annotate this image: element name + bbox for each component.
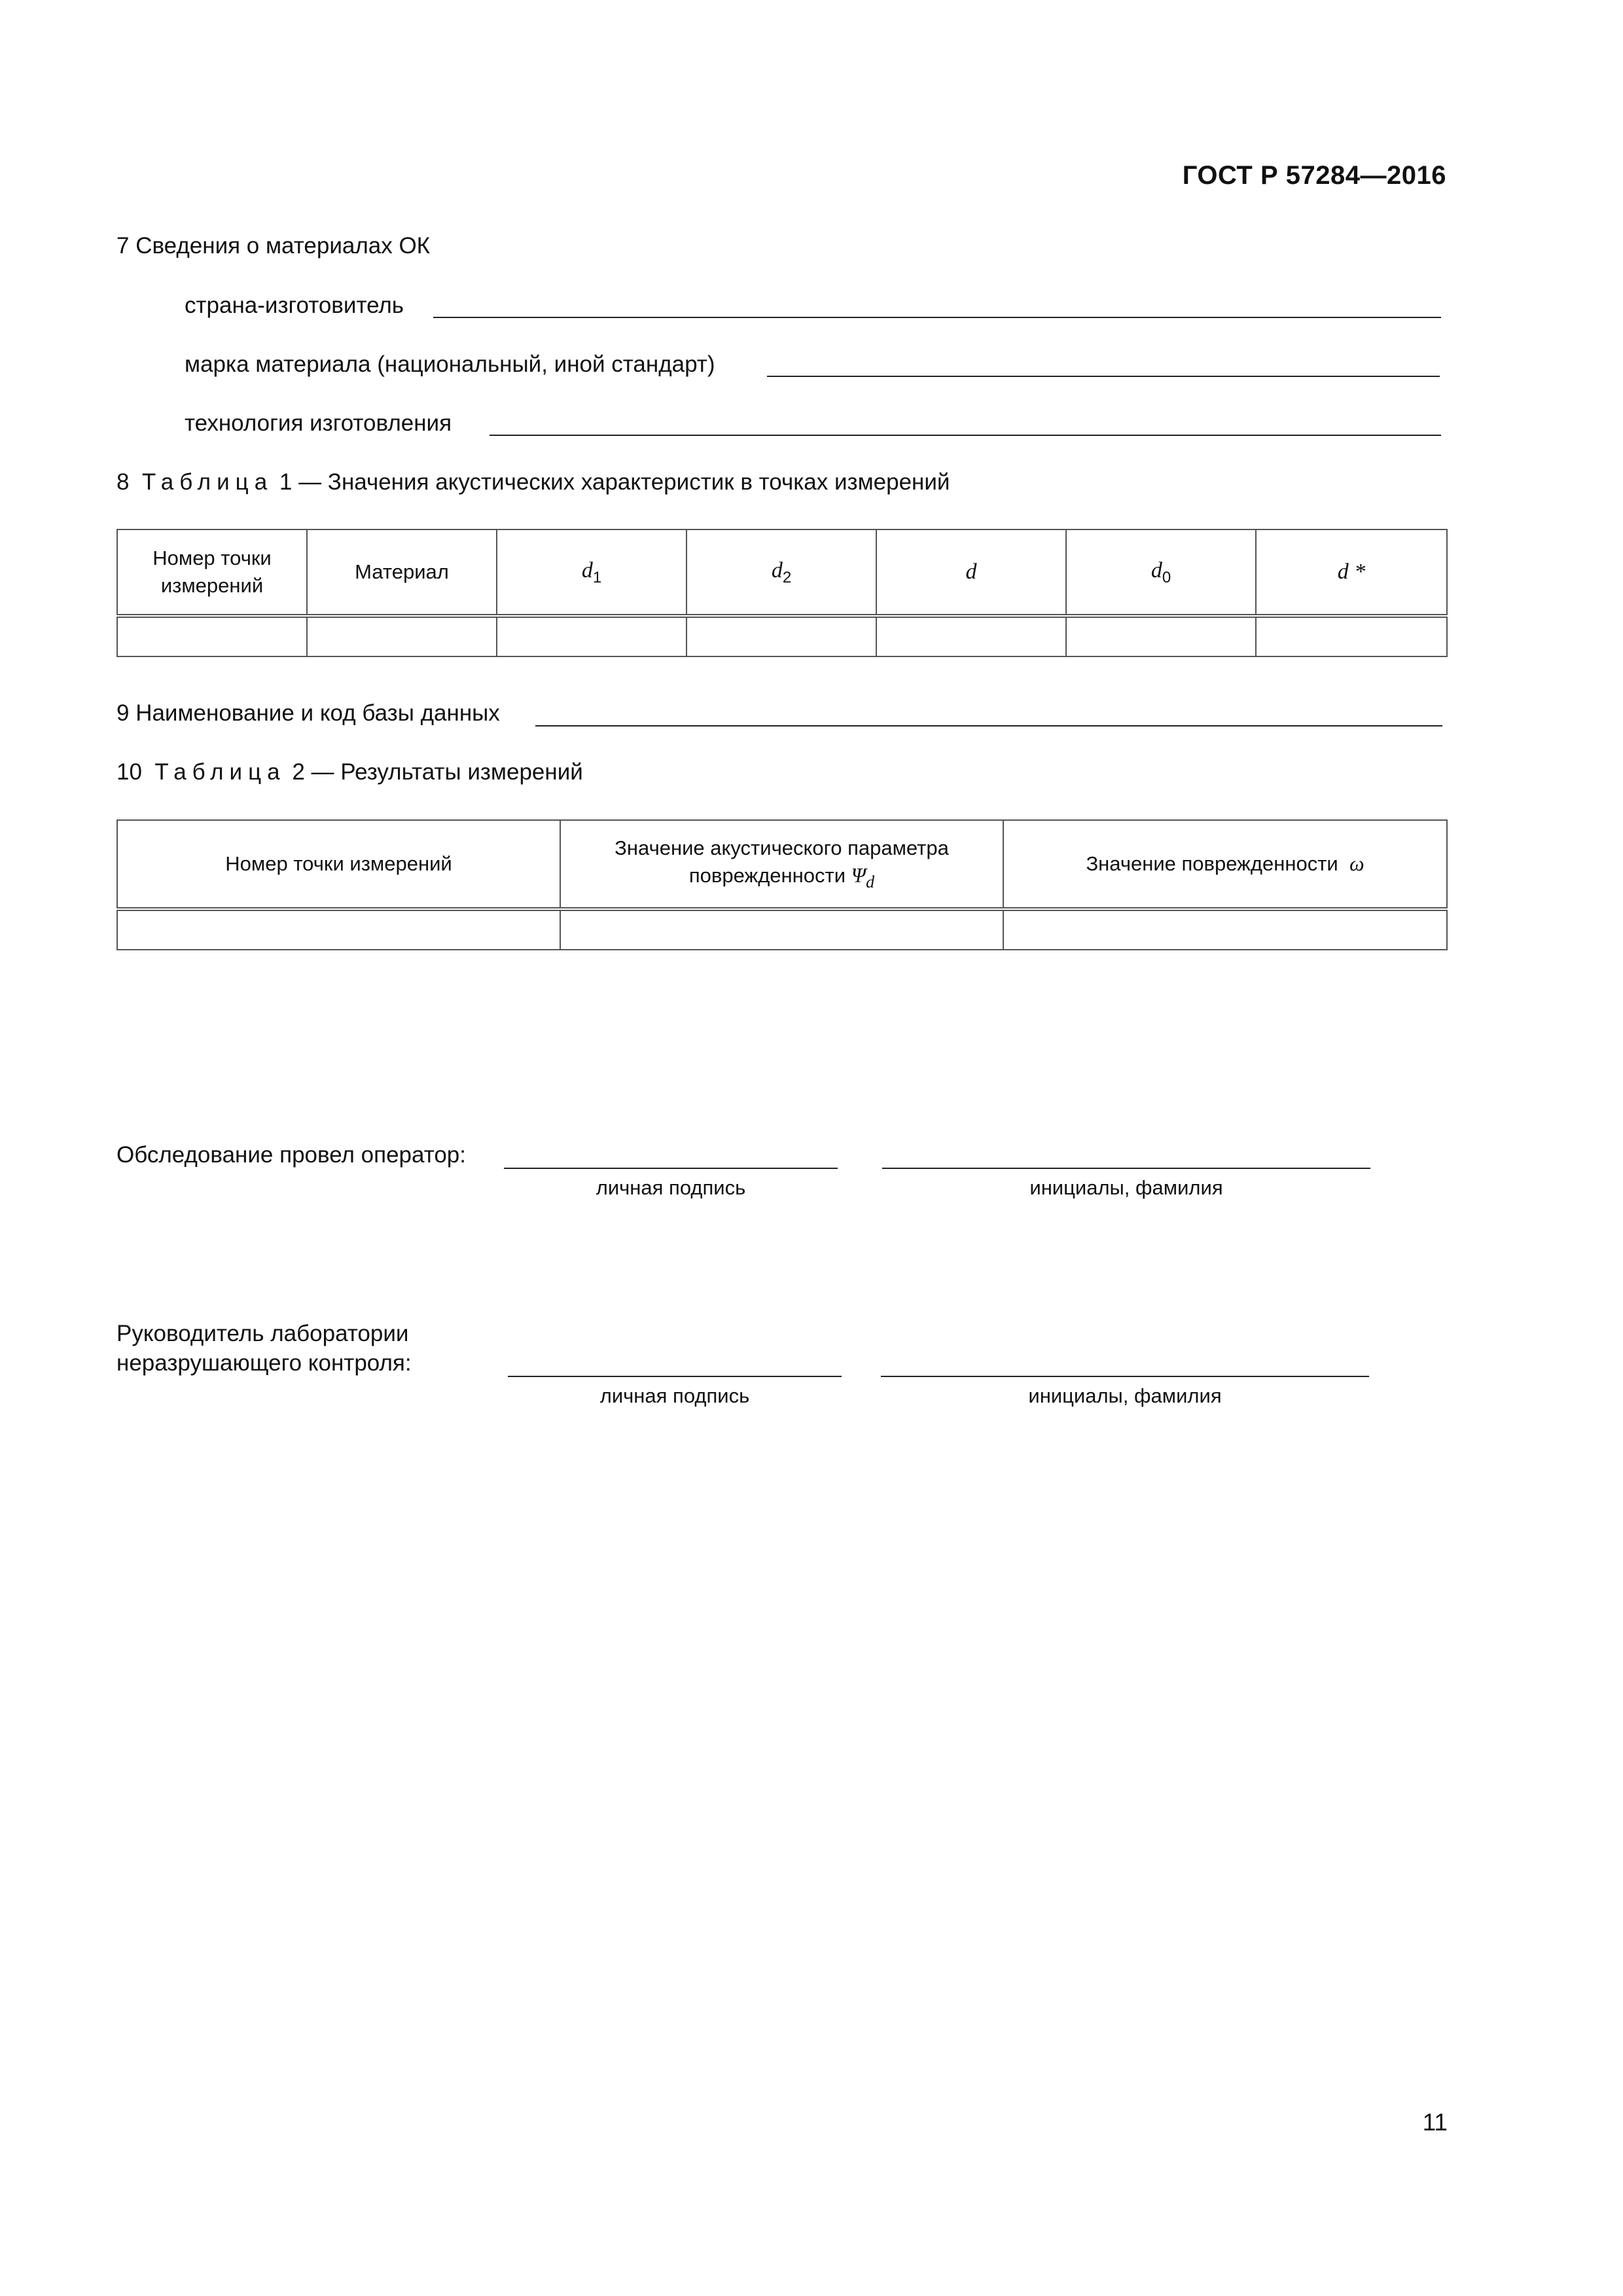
lab-head-label-line2: неразрушающего контроля: <box>116 1350 412 1376</box>
table-1-title: 1 — Значения акустических характеристик в точках измерений <box>279 469 950 495</box>
lab-head-name-caption: инициалы, фамилия <box>1028 1384 1222 1407</box>
table-cell[interactable] <box>876 616 1066 656</box>
psi-symbol: Ψ <box>851 863 866 888</box>
table-1-header-material: Материал <box>307 529 497 616</box>
operator-name-caption: инициалы, фамилия <box>1029 1176 1223 1199</box>
standard-number: ГОСТ Р 57284—2016 <box>1182 161 1446 190</box>
table-cell[interactable] <box>687 616 876 656</box>
lab-head-label-line1: Руководитель лаборатории <box>116 1321 409 1346</box>
table-1-header-dstar: d * <box>1256 529 1447 616</box>
table-acoustic-characteristics <box>116 529 1448 657</box>
field-label-material-grade: марка материала (национальный, иной стандарт) <box>185 351 715 377</box>
table-cell[interactable] <box>560 909 1003 950</box>
lab-head-signature-caption: личная подпись <box>599 1384 750 1407</box>
table-cell[interactable] <box>117 909 560 950</box>
lab-head-name-line[interactable] <box>881 1376 1369 1377</box>
table-1-word: Таблица <box>141 469 274 495</box>
table-2-header-point: Номер точки измерений <box>117 820 560 909</box>
field-label-country: страна-изготовитель <box>185 293 404 318</box>
page-number: 11 <box>1422 2109 1448 2136</box>
table-2-caption <box>116 759 583 785</box>
table-row <box>117 909 1447 950</box>
field-line-technology[interactable] <box>490 435 1441 436</box>
table-1-header-d1: $d_1$ <box>497 529 687 616</box>
omega-symbol: ω <box>1349 852 1364 876</box>
table-row <box>117 616 1447 656</box>
section-7-heading: 7 Сведения о материалах ОК <box>116 233 431 259</box>
table-cell[interactable] <box>1256 616 1447 656</box>
table-1-header-d: d <box>876 529 1066 616</box>
table-measurement-results <box>116 819 1448 950</box>
table-2-header-damage: Значение поврежденности ω <box>1003 820 1447 909</box>
table-cell[interactable] <box>117 616 307 656</box>
field-line-material-grade[interactable] <box>767 376 1440 377</box>
operator-signature-caption: личная подпись <box>596 1176 746 1199</box>
table-1-header-d2: $d_2$ <box>687 529 876 616</box>
table-1-header-point: Номер точки измерений <box>117 529 307 616</box>
table-1-number: 8 <box>116 469 130 495</box>
table-cell[interactable] <box>307 616 497 656</box>
table-2-word: Таблица <box>154 759 286 785</box>
table-2-header-parameter: Значение акустического параметра поврежденности $\Psi_d$ <box>560 820 1003 909</box>
field-line-database[interactable] <box>535 725 1442 726</box>
table-cell[interactable] <box>1003 909 1447 950</box>
table-2-number: 10 <box>116 759 142 785</box>
operator-signature-line[interactable] <box>504 1168 838 1169</box>
field-label-technology: технология изготовления <box>185 410 452 436</box>
table-2-title: 2 — Результаты измерений <box>292 759 583 785</box>
table-1-caption <box>116 469 950 495</box>
table-cell[interactable] <box>1066 616 1256 656</box>
table-1-header-d0: $d_0$ <box>1066 529 1256 616</box>
field-line-country[interactable] <box>433 317 1441 318</box>
operator-label: Обследование провел оператор: <box>116 1142 466 1168</box>
table-cell[interactable] <box>497 616 687 656</box>
section-9-label: 9 Наименование и код базы данных <box>116 700 500 726</box>
operator-name-line[interactable] <box>882 1168 1370 1169</box>
lab-head-signature-line[interactable] <box>508 1376 842 1377</box>
